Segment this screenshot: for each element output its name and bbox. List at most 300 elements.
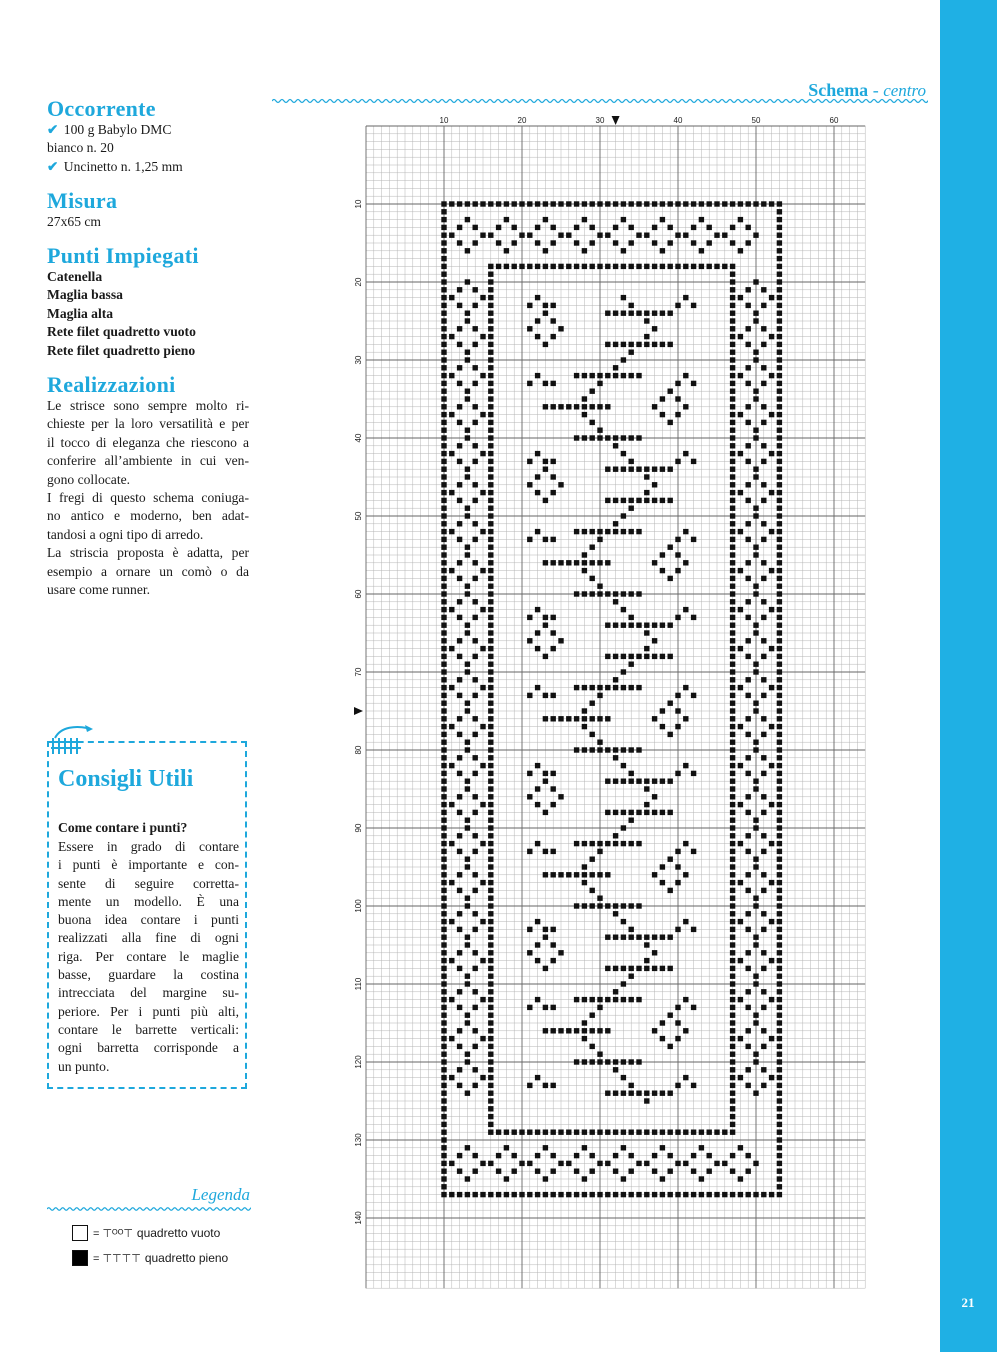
filled-cell [488,880,493,885]
filled-cell [597,529,602,534]
filled-cell [441,989,446,994]
filled-cell [761,599,766,604]
filled-cell [441,513,446,518]
filled-cell [644,786,649,791]
filled-cell [590,872,595,877]
filled-cell [543,560,548,565]
filled-cell [730,1028,735,1033]
filled-cell [473,420,478,425]
filled-cell [699,1176,704,1181]
filled-cell [769,763,774,768]
filled-cell [730,545,735,550]
filled-cell [558,264,563,269]
filled-cell [668,1130,673,1135]
filled-cell [691,1169,696,1174]
filled-cell [566,1130,571,1135]
filled-cell [629,303,634,308]
filled-cell [488,513,493,518]
filled-cell [675,233,680,238]
filled-cell [675,568,680,573]
filled-cell [753,857,758,862]
filled-cell [746,654,751,659]
filled-cell [738,529,743,534]
filled-cell [605,1028,610,1033]
filled-cell [730,825,735,830]
filled-cell [644,490,649,495]
filled-cell [605,997,610,1002]
filled-cell [457,381,462,386]
filled-cell [590,1153,595,1158]
punti-item: Catenella [47,269,103,284]
filled-cell [480,201,485,206]
filled-cell [582,412,587,417]
filled-cell [730,701,735,706]
filled-cell [629,966,634,971]
filled-cell [652,326,657,331]
filled-cell [605,264,610,269]
filled-cell [465,357,470,362]
filled-cell [480,373,485,378]
filled-cell [714,201,719,206]
filled-cell [473,950,478,955]
filled-cell [480,529,485,534]
filled-cell [777,1169,782,1174]
filled-cell [753,669,758,674]
filled-cell [543,615,548,620]
filled-cell [613,521,618,526]
filled-cell [738,490,743,495]
y-tick-label: 110 [354,977,363,991]
filled-cell [636,685,641,690]
filled-cell [730,1013,735,1018]
filled-cell [457,1083,462,1088]
filled-cell [496,1169,501,1174]
text-line: conferire all’ambiente in cui ven- [47,453,249,469]
text-line: tandosi a ogni tipo di arredo. [47,526,204,542]
filled-cell [597,1192,602,1197]
filled-cell [543,459,548,464]
filled-cell [636,498,641,503]
filled-cell [457,1067,462,1072]
text-line: riga. Per contare le maglie [58,948,239,964]
filled-cell [629,1192,634,1197]
filled-cell [675,1083,680,1088]
filled-cell [558,201,563,206]
filled-cell [441,818,446,823]
filled-cell [527,950,532,955]
filled-cell [730,1192,735,1197]
filled-cell [441,1013,446,1018]
filled-cell [613,935,618,940]
filled-cell [480,763,485,768]
filled-cell [746,849,751,854]
filled-cell [488,981,493,986]
filled-cell [551,1169,556,1174]
filled-cell [652,1028,657,1033]
filled-cell [441,911,446,916]
filled-cell [441,490,446,495]
filled-cell [465,630,470,635]
filled-cell [597,1052,602,1057]
filled-cell [582,1192,587,1197]
schema-title-main: Schema [808,80,869,100]
filled-cell [652,623,657,628]
filled-cell [457,459,462,464]
filled-cell [691,1192,696,1197]
filled-cell [473,615,478,620]
filled-cell [777,638,782,643]
occorrente-heading: Occorrente [47,96,156,121]
filled-cell [629,498,634,503]
filled-cell [613,1091,618,1096]
filled-cell [473,732,478,737]
filled-cell [636,935,641,940]
filled-cell [769,334,774,339]
filled-cell [441,1091,446,1096]
filled-cell [488,1122,493,1127]
filled-cell [699,217,704,222]
filled-cell [535,474,540,479]
filled-cell [730,1153,735,1158]
filled-cell [738,685,743,690]
filled-cell [660,779,665,784]
filled-cell [644,802,649,807]
filled-cell [777,233,782,238]
filled-cell [777,755,782,760]
filled-cell [527,537,532,542]
filled-cell [488,272,493,277]
filled-cell [496,264,501,269]
filled-cell [753,981,758,986]
filled-cell [777,958,782,963]
filled-cell [777,654,782,659]
filled-cell [675,1020,680,1025]
filled-cell [730,989,735,994]
filled-cell [777,1028,782,1033]
filled-cell [465,935,470,940]
filled-cell [777,989,782,994]
filled-cell [683,295,688,300]
filled-cell [457,1153,462,1158]
filled-cell [527,1083,532,1088]
filled-cell [551,560,556,565]
filled-cell [753,584,758,589]
filled-cell [613,1067,618,1072]
filled-cell [761,443,766,448]
filled-cell [777,459,782,464]
filled-cell [722,264,727,269]
filled-cell [441,966,446,971]
filled-cell [777,857,782,862]
filled-cell [722,1192,727,1197]
filled-cell [441,389,446,394]
filled-cell [535,841,540,846]
filled-cell [769,724,774,729]
filled-cell [777,1083,782,1088]
filled-cell [551,849,556,854]
filled-cell [761,677,766,682]
filled-cell [535,334,540,339]
filled-cell [449,490,454,495]
filled-cell [488,654,493,659]
filled-cell [777,295,782,300]
filled-cell [465,896,470,901]
filled-cell [668,1013,673,1018]
filled-cell [457,966,462,971]
filled-cell [714,1130,719,1135]
filled-cell [753,474,758,479]
filled-cell [582,708,587,713]
filled-cell [535,225,540,230]
filled-cell [519,264,524,269]
filled-cell [441,701,446,706]
filled-cell [753,935,758,940]
filled-cell [488,1028,493,1033]
filled-cell [730,693,735,698]
filled-cell [605,872,610,877]
filled-cell [777,1020,782,1025]
filled-cell [629,654,634,659]
filled-cell [597,233,602,238]
filled-cell [668,623,673,628]
filled-cell [473,638,478,643]
filled-cell [512,225,517,230]
filled-cell [590,685,595,690]
filled-cell [590,201,595,206]
filled-cell [761,1067,766,1072]
y-tick-label: 50 [354,511,363,521]
filled-cell [488,490,493,495]
filled-cell [738,1176,743,1181]
filled-cell [707,1153,712,1158]
filled-cell [543,381,548,386]
filled-cell [652,1153,657,1158]
filled-cell [457,677,462,682]
filled-cell [761,459,766,464]
filled-cell [769,880,774,885]
filled-cell [535,373,540,378]
filled-cell [519,1161,524,1166]
filled-cell [535,1130,540,1135]
filled-cell [605,498,610,503]
filled-cell [777,724,782,729]
filled-cell [597,264,602,269]
filled-cell [761,966,766,971]
filled-cell [597,1059,602,1064]
text-line: I fregi di questo schema coniuga- [47,490,249,506]
filled-cell [441,1005,446,1010]
filled-cell [504,1130,509,1135]
punti-item: Maglia bassa [47,287,123,303]
filled-cell [473,927,478,932]
filled-cell [496,201,501,206]
filled-cell [730,272,735,277]
filled-cell [613,264,618,269]
filled-cell [777,880,782,885]
filled-cell [441,412,446,417]
filled-cell [636,1130,641,1135]
filled-cell [457,521,462,526]
filled-cell [473,365,478,370]
filled-cell [590,389,595,394]
filled-cell [527,381,532,386]
filled-cell [753,740,758,745]
filled-cell [777,342,782,347]
filled-cell [753,1020,758,1025]
filled-cell [457,303,462,308]
filled-cell [730,303,735,308]
filled-cell [769,646,774,651]
filled-cell [652,482,657,487]
filled-cell [473,1067,478,1072]
filled-cell [753,779,758,784]
filled-cell [691,1130,696,1135]
filled-cell [488,303,493,308]
filled-cell [441,677,446,682]
filled-cell [449,997,454,1002]
filled-cell [543,927,548,932]
filled-cell [738,919,743,924]
filled-cell [473,303,478,308]
filled-cell [582,201,587,206]
filled-cell [761,521,766,526]
filled-cell [488,1098,493,1103]
filled-cell [543,404,548,409]
filled-cell [551,404,556,409]
filled-cell [730,950,735,955]
filled-cell [621,498,626,503]
filled-cell [644,942,649,947]
filled-cell [441,248,446,253]
filled-cell [730,201,735,206]
filled-cell [488,974,493,979]
filled-cell [512,201,517,206]
filled-cell [441,467,446,472]
filled-cell [465,201,470,206]
filled-cell [777,849,782,854]
filled-cell [777,1013,782,1018]
filled-cell [574,373,579,378]
filled-cell [457,576,462,581]
legenda-title: Legenda [191,1185,250,1204]
filled-cell [597,435,602,440]
filled-cell [449,919,454,924]
filled-cell [753,201,758,206]
filled-cell [535,295,540,300]
filled-cell [761,771,766,776]
filled-cell [488,459,493,464]
filled-cell [675,771,680,776]
filled-cell [504,217,509,222]
filled-cell [597,537,602,542]
filled-cell [730,755,735,760]
filled-cell [636,903,641,908]
filled-cell [488,233,493,238]
filled-cell [574,997,579,1002]
filled-cell [691,537,696,542]
filled-cell [668,732,673,737]
filled-cell [730,833,735,838]
filled-cell [660,623,665,628]
filled-cell [449,451,454,456]
filled-cell [558,1028,563,1033]
filled-cell [730,1083,735,1088]
filled-cell [738,1145,743,1150]
filled-cell [441,287,446,292]
filled-cell [668,201,673,206]
filled-cell [730,966,735,971]
y-tick-label: 30 [354,355,363,365]
filled-cell [558,1161,563,1166]
filled-cell [488,1044,493,1049]
filled-cell [738,373,743,378]
filled-cell [746,342,751,347]
filled-cell [473,537,478,542]
filled-cell [441,482,446,487]
filled-cell [777,443,782,448]
filled-cell [730,935,735,940]
filled-cell [730,498,735,503]
filled-cell [488,295,493,300]
filled-cell [441,638,446,643]
filled-cell [480,958,485,963]
filled-cell [668,935,673,940]
filled-cell [543,771,548,776]
filled-cell [543,693,548,698]
filled-cell [543,872,548,877]
filled-cell [441,365,446,370]
filled-cell [683,997,688,1002]
filled-cell [660,708,665,713]
filled-cell [730,880,735,885]
filled-cell [777,201,782,206]
filled-cell [629,342,634,347]
filled-cell [488,896,493,901]
filled-cell [668,1044,673,1049]
filled-cell [488,1020,493,1025]
filled-cell [488,662,493,667]
filled-cell [660,1192,665,1197]
filled-cell [730,1091,735,1096]
filled-cell [582,217,587,222]
filled-cell [777,576,782,581]
filled-cell [457,833,462,838]
filled-cell [441,630,446,635]
filled-cell [535,763,540,768]
punti-item: Rete filet quadretto pieno [47,342,196,358]
filled-cell [660,412,665,417]
filled-cell [597,685,602,690]
filled-cell [746,225,751,230]
filled-cell [613,1169,618,1174]
filled-cell [613,365,618,370]
filled-cell [613,498,618,503]
filled-cell [675,537,680,542]
filled-cell [730,428,735,433]
filled-cell [738,763,743,768]
filled-cell [777,1130,782,1135]
filled-cell [457,615,462,620]
filled-cell [465,1192,470,1197]
filled-cell [605,404,610,409]
filled-cell [777,420,782,425]
filled-cell [621,342,626,347]
filled-cell [441,584,446,589]
filled-cell [621,357,626,362]
filled-cell [441,623,446,628]
filled-cell [777,225,782,230]
filled-cell [535,1075,540,1080]
